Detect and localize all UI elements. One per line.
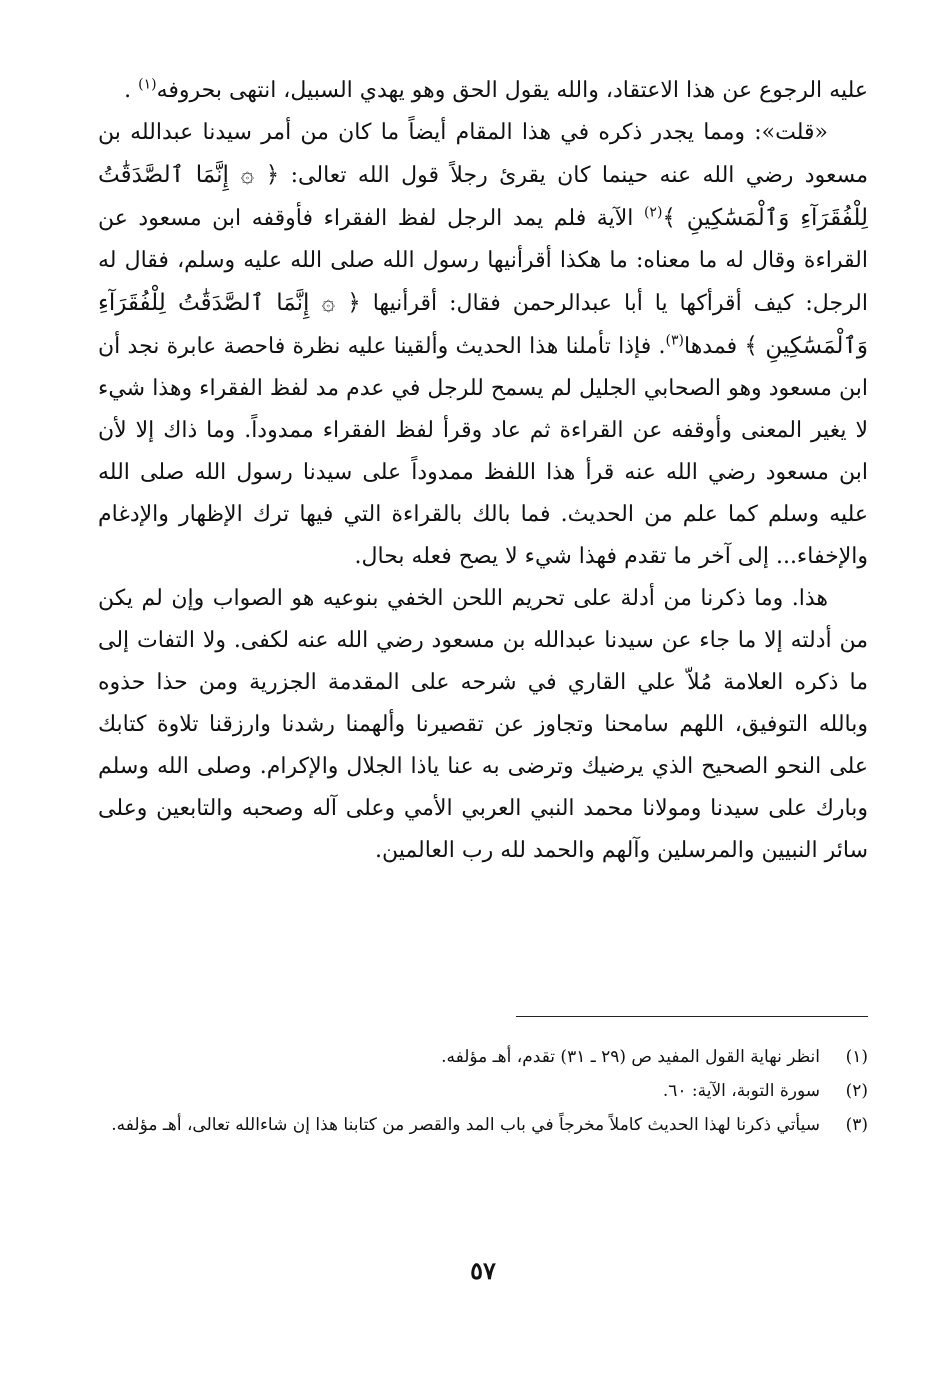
footnote-1 (98, 1040, 868, 1074)
footnote-number: (٢) (845, 1081, 868, 1101)
footnote-3 (98, 1108, 868, 1142)
paragraph-1 (98, 70, 868, 112)
quran-verse-2: ﴿ ۞ إِنَّمَا ٱلصَّدَقَٰتُ لِلْفُقَرَآءِ وَٱلْمَسَٰكِينِ ﴾ (98, 290, 868, 359)
paragraph-2-part-4: . فإذا تأملنا هذا الحديث وألقينا عليه نظرة فاحصة عابرة نجد أن ابن مسعود وهو الصحابي الجليل لم يسمح للرجل في عدم مد لفظ الفقراء وهذا شيء لا يغير المعنى وأوقفه عن القراءة ثم عاد وقرأ لفظ الفقراء ممدوداً. وما ذاك إلا لأن ابن مسعود رضي الله عنه قرأ هذا اللفظ ممدوداً على سيدنا رسول الله صلى الله عليه وسلم كما علم من الحديث. فما بالك بالقراءة التي فيها ترك الإظهار والإدغام والإخفاء... إلى آخر ما تقدم فهذا شيء لا يصح فعله بحال. (98, 334, 868, 569)
footnote-number: (٣) (845, 1115, 868, 1135)
paragraph-2 (98, 112, 868, 578)
paragraph-3: هذا. وما ذكرنا من أدلة على تحريم اللحن الخفي بنوعيه هو الصواب وإن لم يكن من أدلته إلا ما جاء عن سيدنا عبدالله بن مسعود رضي الله عنه لكفى. ولا التفات إلى ما ذكره العلامة مُلاّ علي القاري في شرحه على المقدمة الجزرية ومن حذا حذوه وبالله التوفيق، اللهم سامحنا وتجاوز عن تقصيرنا وألهمنا رشدنا وارزقنا تلاوة كتابك على النحو الصحيح الذي يرضيك وترضى به عنا ياذا الجلال والإكرام. وصلى الله وسلم وبارك على سيدنا ومولانا محمد النبي العربي الأمي وعلى آله وصحبه والتابعين وعلى سائر النبيين والمرسلين وآلهم والحمد لله رب العالمين. (98, 586, 868, 863)
paragraph-1-end: . (124, 78, 132, 103)
footnote-number: (١) (845, 1047, 868, 1067)
footnote-text: سيأتي ذكرنا لهذا الحديث كاملاً مخرجاً في باب المد والقصر من كتابنا هذا إن شاءالله تعالى، أهـ مؤلفه. (111, 1115, 820, 1135)
paragraph-2-part-1: «قلت»: ومما يجدر ذكره في هذا المقام أيضاً ما كان من أمر سيدنا عبدالله بن مسعود رضي الله عنه حينما كان يقرئ رجلاً قول الله تعالى: (98, 120, 868, 188)
paragraph-1-text: عليه الرجوع عن هذا الاعتقاد، والله يقول الحق وهو يهدي السبيل، انتهى بحروفه (156, 78, 868, 103)
page-number: ٥٧ (470, 1256, 496, 1285)
main-text (98, 70, 868, 872)
footnotes (98, 1040, 868, 1142)
book-page (98, 70, 868, 1285)
paragraph-2-part-2: الآية فلم يمد الرجل لفظ الفقراء فأوقفه ابن مسعود عن القراءة وقال له ما معناه: ما هكذا أقرأنيها رسول الله صلى الله عليه وسلم، فقال له الرجل: كيف أقرأكها يا أبا عبدالرحمن فقال: أقرأنيها (98, 206, 868, 316)
paragraph-2-part-3: فمدها (684, 334, 738, 359)
footnote-2 (98, 1074, 868, 1108)
footnote-ref-1: (١) (138, 76, 157, 93)
footnote-separator (516, 1016, 868, 1017)
footnote-ref-3: (٣) (665, 332, 684, 349)
footnote-text: سورة التوبة، الآية: ٦٠. (662, 1081, 820, 1101)
footnote-text: انظر نهاية القول المفيد ص (٢٩ ـ ٣١) تقدم، أهـ مؤلفه. (441, 1047, 820, 1067)
footnote-ref-2: (٢) (643, 204, 663, 221)
quran-verse-1: ﴿ ۞ إِنَّمَا ٱلصَّدَقَٰتُ لِلْفُقَرَآءِ وَٱلْمَسَٰكِينِ ﴾ (98, 162, 868, 231)
